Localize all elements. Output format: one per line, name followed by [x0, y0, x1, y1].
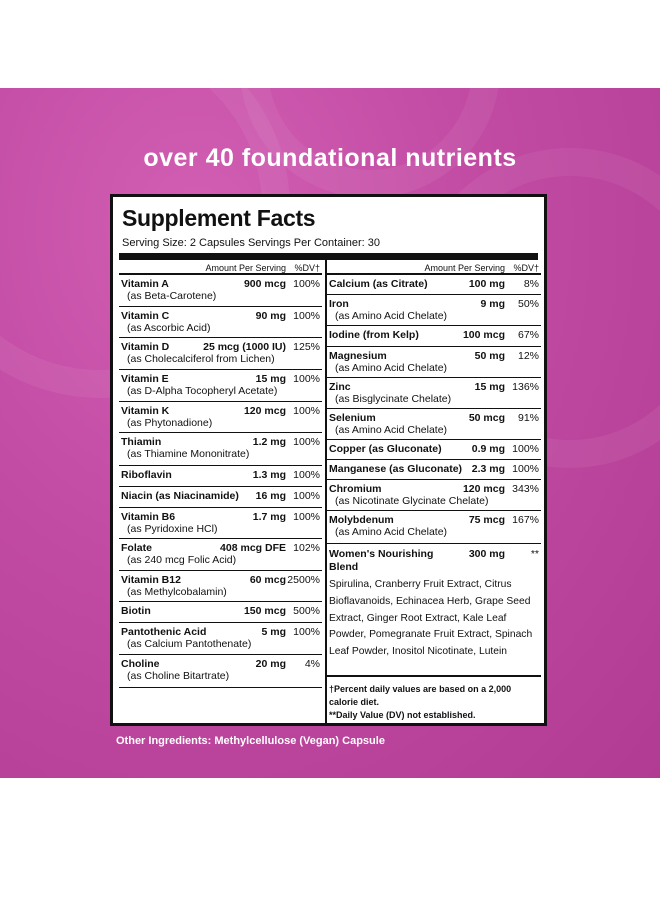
column-header: [119, 260, 322, 275]
nutrient-source: (as Cholecalciferol from Lichen): [127, 353, 275, 365]
nutrient-dv: 100%: [293, 373, 320, 385]
nutrient-amount: 50 mg: [474, 350, 505, 362]
nutrient-row: [119, 466, 322, 487]
dv-header: %DV†: [513, 263, 539, 273]
footnote-daily-values: †Percent daily values are based on a 2,000 calorie diet.: [329, 684, 512, 707]
nutrient-row: [119, 487, 322, 508]
nutrient-name: Magnesium: [329, 350, 387, 362]
nutrient-amount: 0.9 mg: [471, 443, 505, 455]
nutrient-dv: 102%: [293, 542, 320, 554]
nutrient-source: (as Nicotinate Glycinate Chelate): [335, 495, 489, 507]
nutrient-row: [119, 307, 322, 338]
nutrient-amount: 120 mcg: [243, 405, 286, 417]
nutrient-amount: 50 mcg: [468, 412, 505, 424]
amount-header: Amount Per Serving: [205, 263, 286, 273]
nutrient-amount: 90 mg: [255, 310, 286, 322]
nutrient-amount: 16 mg: [255, 490, 286, 502]
nutrient-row: [327, 295, 541, 326]
nutrient-name: Iron: [329, 298, 349, 310]
pink-background-panel: [0, 88, 660, 778]
footnotes: [327, 677, 541, 722]
nutrient-name: Vitamin B6: [121, 511, 176, 523]
nutrient-name: Molybdenum: [329, 514, 394, 526]
nutrient-row: [119, 655, 322, 688]
nutrient-name: Riboflavin: [121, 469, 172, 481]
nutrient-name: Vitamin C: [121, 310, 170, 322]
footnote-dv-not-established: **Daily Value (DV) not established.: [329, 710, 476, 720]
nutrient-name: Vitamin A: [121, 278, 169, 290]
nutrient-amount: 75 mcg: [468, 514, 505, 526]
nutrient-row: [327, 440, 541, 460]
nutrient-source: (as Thiamine Mononitrate): [127, 448, 250, 460]
nutrient-dv: 500%: [293, 605, 320, 617]
nutrient-amount: 9 mg: [480, 298, 505, 310]
blend-amount: 300 mg: [468, 548, 505, 560]
nutrient-name: Vitamin D: [121, 341, 170, 353]
nutrient-source: (as Choline Bitartrate): [127, 670, 230, 682]
nutrient-dv: 100%: [512, 463, 539, 475]
nutrient-amount: 25 mcg (1000 IU): [203, 341, 286, 353]
nutrient-name: Choline: [121, 658, 160, 670]
nutrient-amount: 15 mg: [474, 381, 505, 393]
right-nutrient-column: [327, 260, 541, 722]
nutrient-source: (as Calcium Pantothenate): [127, 638, 252, 650]
nutrient-dv: 91%: [517, 412, 539, 424]
nutrient-name: Vitamin E: [121, 373, 169, 385]
nutrient-source: (as Ascorbic Acid): [127, 322, 211, 334]
nutrient-row: [119, 602, 322, 623]
column-header: [327, 260, 541, 275]
nutrient-amount: 120 mcg: [462, 483, 505, 495]
nutrient-source: (as Bisglycinate Chelate): [335, 393, 452, 405]
nutrient-source: (as Amino Acid Chelate): [335, 424, 448, 436]
nutrient-row: [327, 378, 541, 409]
nutrient-row: [119, 370, 322, 402]
nutrient-source: (as Beta-Carotene): [127, 290, 217, 302]
nutrient-name: Copper (as Gluconate): [329, 443, 442, 455]
nutrient-row: [119, 402, 322, 433]
nutrient-row: [327, 511, 541, 544]
nutrient-dv: 100%: [293, 626, 320, 638]
nutrient-dv: 100%: [512, 443, 539, 455]
nutrient-dv: 167%: [512, 514, 539, 526]
nutrient-dv: 125%: [293, 341, 320, 353]
nutrient-dv: 2500%: [287, 574, 320, 586]
nutrient-dv: 100%: [293, 278, 320, 290]
nutrient-name: Zinc: [329, 381, 351, 393]
nutrient-amount: 1.7 mg: [252, 511, 286, 523]
nutrient-row: [327, 480, 541, 511]
nutrient-row: [119, 433, 322, 466]
nutrient-row: [119, 539, 322, 571]
supplement-facts-label: [110, 194, 547, 726]
nutrient-dv: 50%: [517, 298, 539, 310]
nutrient-name: Iodine (from Kelp): [329, 329, 419, 341]
nutrient-dv: 8%: [523, 278, 539, 290]
nutrient-dv: 136%: [512, 381, 539, 393]
blend-dv: **: [530, 548, 539, 560]
nutrient-source: (as 240 mcg Folic Acid): [127, 554, 237, 566]
nutrient-amount: 900 mcg: [243, 278, 286, 290]
nutrient-name: Chromium: [329, 483, 382, 495]
blend-ingredients: Spirulina, Cranberry Fruit Extract, Citrus Bioflavanoids, Echinacea Herb, Grape Seed Extract, Ginger Root Extract, Kale Leaf Powder, Pomegranate Fruit Extract, Spinach Leaf Powder, Inositol Nicotinate, Lutein: [329, 579, 533, 658]
nutrient-amount: 2.3 mg: [471, 463, 505, 475]
nutrient-row: [327, 347, 541, 378]
nutrient-amount: 5 mg: [261, 626, 286, 638]
nutrient-name: Selenium: [329, 412, 376, 424]
nutrient-source: (as Amino Acid Chelate): [335, 310, 448, 322]
nutrient-dv: 100%: [293, 469, 320, 481]
nutrient-amount: 60 mcg: [249, 574, 286, 586]
nutrient-row: [327, 275, 541, 295]
nutrient-source: (as Pyridoxine HCl): [127, 523, 218, 535]
nutrient-amount: 150 mcg: [243, 605, 286, 617]
nutrient-dv: 100%: [293, 405, 320, 417]
nutrient-name: Biotin: [121, 605, 151, 617]
nutrient-dv: 67%: [517, 329, 539, 341]
nutrient-source: (as Methylcobalamin): [127, 586, 227, 598]
blend-row: [327, 544, 541, 677]
nutrient-name: Vitamin B12: [121, 574, 181, 586]
nutrient-dv: 4%: [304, 658, 320, 670]
dv-header: %DV†: [294, 263, 320, 273]
nutrient-row: [119, 508, 322, 539]
nutrient-name: Calcium (as Citrate): [329, 278, 428, 290]
nutrient-source: (as Amino Acid Chelate): [335, 362, 448, 374]
thick-rule: [119, 253, 538, 260]
serving-info: Serving Size: 2 Capsules Servings Per Container: 30: [122, 237, 381, 249]
nutrient-amount: 100 mcg: [462, 329, 505, 341]
nutrient-row: [119, 275, 322, 307]
blend-name: Women's Nourishing Blend: [329, 548, 434, 573]
facts-title: Supplement Facts: [122, 205, 316, 231]
nutrient-amount: 20 mg: [255, 658, 286, 670]
nutrient-amount: 1.3 mg: [252, 469, 286, 481]
nutrient-name: Folate: [121, 542, 152, 554]
nutrient-dv: 100%: [293, 490, 320, 502]
nutrient-source: (as D-Alpha Tocopheryl Acetate): [127, 385, 278, 397]
nutrient-amount: 15 mg: [255, 373, 286, 385]
nutrient-dv: 12%: [517, 350, 539, 362]
headline: over 40 foundational nutrients: [143, 144, 517, 172]
nutrient-name: Thiamin: [121, 436, 162, 448]
nutrient-name: Pantothenic Acid: [121, 626, 207, 638]
amount-header: Amount Per Serving: [424, 263, 505, 273]
nutrient-row: [119, 338, 322, 370]
nutrient-row: [119, 571, 322, 602]
nutrient-amount: 1.2 mg: [252, 436, 286, 448]
nutrient-source: (as Phytonadione): [127, 417, 213, 429]
nutrient-row: [327, 326, 541, 347]
nutrient-dv: 100%: [293, 310, 320, 322]
nutrient-row: [119, 623, 322, 655]
nutrient-name: Niacin (as Niacinamide): [121, 490, 239, 502]
nutrient-dv: 100%: [293, 436, 320, 448]
left-nutrient-column: [119, 260, 322, 688]
nutrient-dv: 343%: [512, 483, 539, 495]
nutrient-amount: 100 mg: [468, 278, 505, 290]
other-ingredients: Other Ingredients: Methylcellulose (Vegan) Capsule: [116, 735, 385, 747]
nutrient-dv: 100%: [293, 511, 320, 523]
nutrient-name: Manganese (as Gluconate): [329, 463, 463, 475]
nutrient-name: Vitamin K: [121, 405, 170, 417]
nutrient-amount: 408 mcg DFE: [220, 542, 286, 554]
nutrient-row: [327, 409, 541, 440]
nutrient-source: (as Amino Acid Chelate): [335, 526, 448, 538]
nutrient-row: [327, 460, 541, 480]
